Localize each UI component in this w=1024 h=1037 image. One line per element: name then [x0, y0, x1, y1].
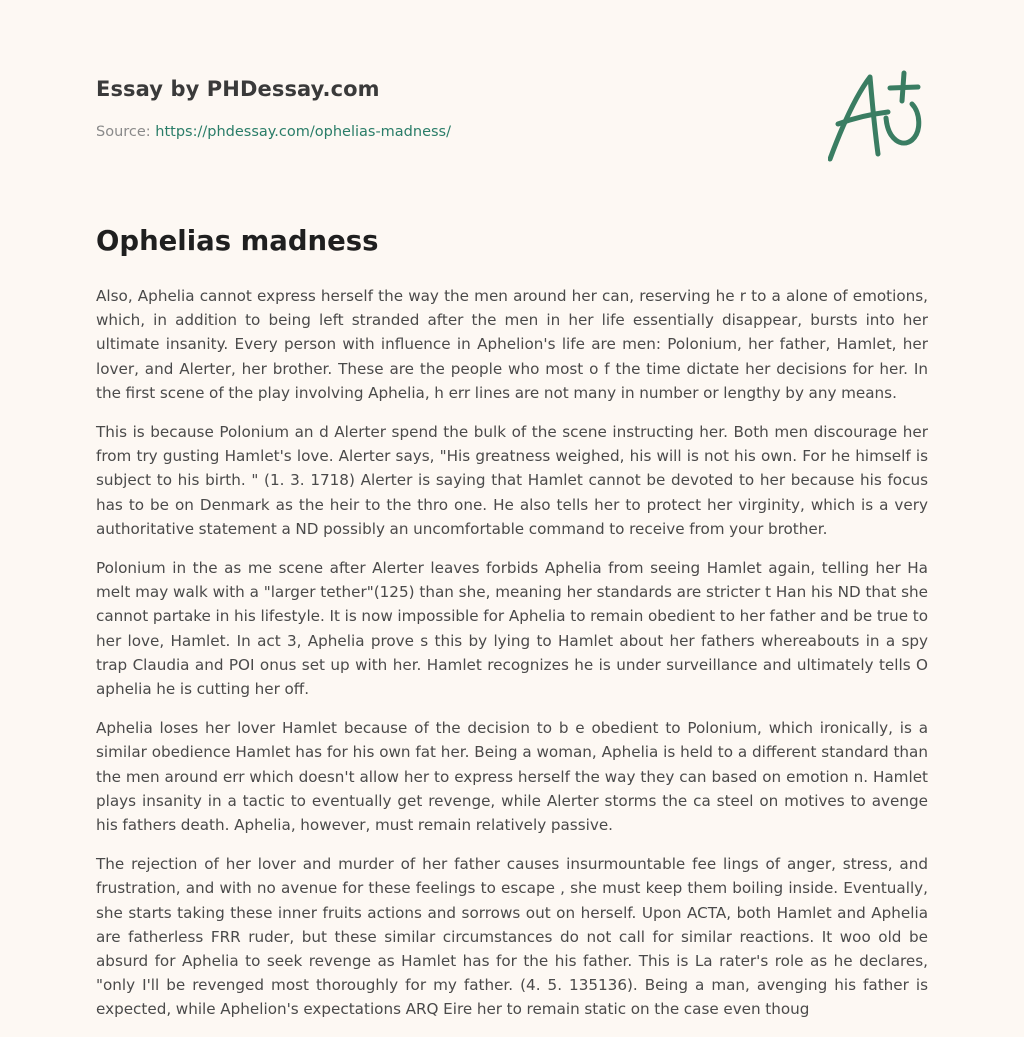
source-label: Source:: [96, 124, 151, 140]
paragraph: Also, Aphelia cannot express herself the way the men around her can, reserving he r to a alone of emotions, which, in addition to being left stranded after the men in her life essentially disappear, bursts into her ultimate insanity. Every person with influence in Aphelion's life are men: Polonium, her father, Hamlet, her lover, and Alerter, her brother. These are the people who most o f the time dictate her decisions for her. In the first scene of the play involving Aphelia, h err lines are not many in number or lengthy by any means.: [96, 287, 928, 402]
article-title: Ophelias madness: [96, 225, 379, 257]
site-title: Essay by PHDessay.com: [96, 77, 380, 101]
paragraph: This is because Polonium an d Alerter spend the bulk of the scene instructing her. Both men discourage her from try gusting Hamlet's love. Alerter says, "His greatness weighed, his will is not his own. For he himself is subject to his birth. " (1. 3. 1718) Alerter is saying that Hamlet cannot be devoted to her because his focus has to be on Denmark as the heir to the thro one. He also tells her to protect her virginity, which is a very authoritative statement a ND possibly an uncomfortable command to receive from your brother.: [96, 423, 928, 538]
paragraph: Aphelia loses her lover Hamlet because of the decision to b e obedient to Polonium, which ironically, is a similar obedience Hamlet has for his own fat her. Being a woman, Aphelia is held to a different standard than the men around err which doesn't allow her to express herself the way they can based on emotion n. Hamlet plays insanity in a tactic to eventually get revenge, while Alerter storms the ca steel on motives to avenge his fathers death. Aphelia, however, must remain relatively passive.: [96, 719, 928, 835]
source-line: [96, 124, 451, 140]
paragraph: The rejection of her lover and murder of her father causes insurmountable fee lings of anger, stress, and frustration, and with no avenue for these feelings to escape , she must keep them boiling inside. Eventually, she starts taking these inner fruits actions and sorrows out on herself. Upon ACTA, both Hamlet and Aphelia are fatherless FRR ruder, but these similar circumstances do not call for similar reactions. It woo old be absurd for Aphelia to seek revenge as Hamlet has for the his father. This is La rater's role as he declares, "only I'll be revenged most thoroughly for my father. (4. 5. 135136). Being a man, avenging his father is expected, while Aphelion's expectations ARQ Eire her to remain static on the case even thoug: [96, 855, 928, 1019]
header: [96, 0, 928, 180]
source-link[interactable]: https://phdessay.com/ophelias-madness/: [155, 124, 451, 140]
article-body: [96, 284, 928, 1037]
paragraph: Polonium in the as me scene after Alerter leaves forbids Aphelia from seeing Hamlet again, telling her Ha melt may walk with a "larger tether"(125) than she, meaning her standards are stricter t Han his ND that she cannot partake in his lifestyle. It is now impossible for Aphelia to remain obedient to her father and be true to her love, Hamlet. In act 3, Aphelia prove s this by lying to Hamlet about her fathers whereabouts in a spy trap Claudia and POI onus set up with her. Hamlet recognizes he is under surveillance and ultimately tells O aphelia he is cutting her off.: [96, 559, 928, 699]
a-plus-logo-icon: [828, 68, 928, 164]
